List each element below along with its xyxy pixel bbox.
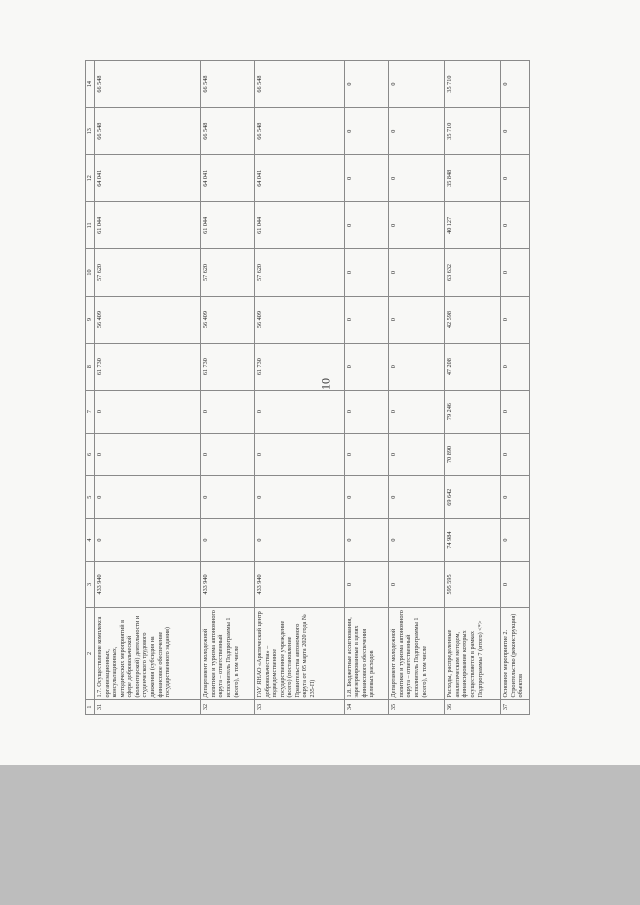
value-cell: 433 940 bbox=[201, 561, 255, 607]
value-cell: 0 bbox=[389, 519, 445, 562]
row-number: 31 bbox=[95, 700, 201, 715]
value-cell: 0 bbox=[501, 202, 530, 249]
value-cell: 0 bbox=[389, 249, 445, 296]
value-cell: 57 620 bbox=[255, 249, 345, 296]
value-cell: 56 409 bbox=[201, 296, 255, 343]
value-cell: 66 548 bbox=[255, 61, 345, 108]
value-cell: 0 bbox=[344, 61, 389, 108]
value-cell: 35 848 bbox=[445, 155, 501, 202]
value-cell: 0 bbox=[344, 108, 389, 155]
table-row bbox=[501, 61, 530, 715]
value-cell: 0 bbox=[389, 433, 445, 476]
value-cell: 0 bbox=[95, 519, 201, 562]
value-cell: 66 548 bbox=[95, 61, 201, 108]
column-header: 10 bbox=[86, 249, 95, 296]
column-header: 7 bbox=[86, 390, 95, 433]
value-cell: 0 bbox=[389, 390, 445, 433]
value-cell: 61 044 bbox=[95, 202, 201, 249]
row-description: ГАУ ЯНАО «Арктический центр добровольчества» – подведомственное государственное учреждение (всего) (постановление Правительства автономного округа от 05 марта 2020 года № 235-П) bbox=[255, 607, 345, 699]
value-cell: 47 208 bbox=[445, 343, 501, 390]
value-cell: 0 bbox=[389, 108, 445, 155]
value-cell: 69 642 bbox=[445, 476, 501, 519]
value-cell: 64 041 bbox=[255, 155, 345, 202]
row-number: 36 bbox=[445, 700, 501, 715]
value-cell: 0 bbox=[501, 561, 530, 607]
budget-table-container bbox=[85, 60, 530, 715]
value-cell: 0 bbox=[501, 108, 530, 155]
value-cell: 0 bbox=[255, 390, 345, 433]
value-cell: 0 bbox=[389, 561, 445, 607]
value-cell: 61 730 bbox=[255, 343, 345, 390]
table-row bbox=[255, 61, 345, 715]
column-header: 14 bbox=[86, 61, 95, 108]
value-cell: 64 041 bbox=[201, 155, 255, 202]
value-cell: 0 bbox=[201, 433, 255, 476]
row-number: 33 bbox=[255, 700, 345, 715]
value-cell: 0 bbox=[255, 519, 345, 562]
value-cell: 0 bbox=[501, 249, 530, 296]
value-cell: 595 595 bbox=[445, 561, 501, 607]
value-cell: 79 246 bbox=[445, 390, 501, 433]
value-cell: 0 bbox=[95, 476, 201, 519]
value-cell: 0 bbox=[501, 476, 530, 519]
value-cell: 0 bbox=[344, 296, 389, 343]
scan-background bbox=[0, 765, 640, 905]
value-cell: 61 044 bbox=[255, 202, 345, 249]
table-row bbox=[95, 61, 201, 715]
table-row bbox=[389, 61, 445, 715]
value-cell: 0 bbox=[501, 61, 530, 108]
value-cell: 0 bbox=[501, 433, 530, 476]
column-header: 2 bbox=[86, 607, 95, 699]
row-number: 35 bbox=[389, 700, 445, 715]
value-cell: 0 bbox=[95, 433, 201, 476]
value-cell: 56 409 bbox=[95, 296, 201, 343]
value-cell: 0 bbox=[95, 390, 201, 433]
value-cell: 0 bbox=[344, 561, 389, 607]
value-cell: 0 bbox=[389, 476, 445, 519]
value-cell: 0 bbox=[344, 390, 389, 433]
value-cell: 0 bbox=[201, 519, 255, 562]
column-header: 11 bbox=[86, 202, 95, 249]
value-cell: 0 bbox=[344, 433, 389, 476]
value-cell: 66 548 bbox=[201, 61, 255, 108]
value-cell: 35 710 bbox=[445, 108, 501, 155]
column-header: 3 bbox=[86, 561, 95, 607]
value-cell: 66 548 bbox=[201, 108, 255, 155]
row-description: 1.7. Осуществление комплекса организационных, консультационных, методических мероприятий в сфере добровольческой (волонтерской) деятельности и студенческого трудового движения (субсидия на финансовое обеспечение государственного задания) bbox=[95, 607, 201, 699]
row-description: Основное мероприятие 2. Строительство (реконструкция) объектов bbox=[501, 607, 530, 699]
value-cell: 57 620 bbox=[95, 249, 201, 296]
value-cell: 74 984 bbox=[445, 519, 501, 562]
value-cell: 70 890 bbox=[445, 433, 501, 476]
row-description: 1.8. Бюджетные ассигнования, зарезервированные в целях финансового обеспечения целевых расходов bbox=[344, 607, 389, 699]
value-cell: 0 bbox=[389, 296, 445, 343]
row-description: Расходы, распределенные аналитическим методом, финансирование которых осуществляется в рамках Подпрограммы 7 (итого) <*> bbox=[445, 607, 501, 699]
column-header: 4 bbox=[86, 519, 95, 562]
column-header: 13 bbox=[86, 108, 95, 155]
value-cell: 0 bbox=[501, 390, 530, 433]
row-description: Департамент молодежной политики и туризма автономного округа – ответственный исполнитель Подпрограммы 1 (всего), в том числе bbox=[201, 607, 255, 699]
column-header: 5 bbox=[86, 476, 95, 519]
value-cell: 42 598 bbox=[445, 296, 501, 343]
value-cell: 63 632 bbox=[445, 249, 501, 296]
row-description: Департамент молодежной политики и туризма автономного округа – ответственный исполнитель Подпрограммы 1 (всего), в том числе bbox=[389, 607, 445, 699]
value-cell: 0 bbox=[389, 343, 445, 390]
value-cell: 66 548 bbox=[255, 108, 345, 155]
value-cell: 0 bbox=[255, 433, 345, 476]
value-cell: 0 bbox=[389, 155, 445, 202]
value-cell: 61 044 bbox=[201, 202, 255, 249]
value-cell: 0 bbox=[501, 519, 530, 562]
value-cell: 35 710 bbox=[445, 61, 501, 108]
row-number: 34 bbox=[344, 700, 389, 715]
column-header-row bbox=[86, 61, 95, 715]
value-cell: 0 bbox=[501, 155, 530, 202]
value-cell: 56 409 bbox=[255, 296, 345, 343]
value-cell: 64 041 bbox=[95, 155, 201, 202]
value-cell: 0 bbox=[389, 61, 445, 108]
row-number: 37 bbox=[501, 700, 530, 715]
value-cell: 0 bbox=[389, 202, 445, 249]
value-cell: 0 bbox=[201, 390, 255, 433]
value-cell: 61 730 bbox=[201, 343, 255, 390]
value-cell: 0 bbox=[255, 476, 345, 519]
value-cell: 0 bbox=[344, 476, 389, 519]
row-number: 32 bbox=[201, 700, 255, 715]
value-cell: 0 bbox=[344, 249, 389, 296]
value-cell: 40 127 bbox=[445, 202, 501, 249]
value-cell: 61 730 bbox=[95, 343, 201, 390]
table-row bbox=[445, 61, 501, 715]
value-cell: 433 940 bbox=[95, 561, 201, 607]
column-header: 12 bbox=[86, 155, 95, 202]
value-cell: 0 bbox=[344, 519, 389, 562]
value-cell: 66 548 bbox=[95, 108, 201, 155]
value-cell: 0 bbox=[344, 155, 389, 202]
column-header: 9 bbox=[86, 296, 95, 343]
page-number: 10 bbox=[318, 378, 333, 390]
value-cell: 0 bbox=[501, 343, 530, 390]
value-cell: 0 bbox=[344, 343, 389, 390]
value-cell: 57 620 bbox=[201, 249, 255, 296]
column-header: 8 bbox=[86, 343, 95, 390]
budget-table bbox=[85, 60, 530, 715]
table-row bbox=[344, 61, 389, 715]
value-cell: 0 bbox=[501, 296, 530, 343]
column-header: 6 bbox=[86, 433, 95, 476]
table-row bbox=[201, 61, 255, 715]
value-cell: 433 940 bbox=[255, 561, 345, 607]
value-cell: 0 bbox=[344, 202, 389, 249]
column-header: 1 bbox=[86, 700, 95, 715]
value-cell: 0 bbox=[201, 476, 255, 519]
